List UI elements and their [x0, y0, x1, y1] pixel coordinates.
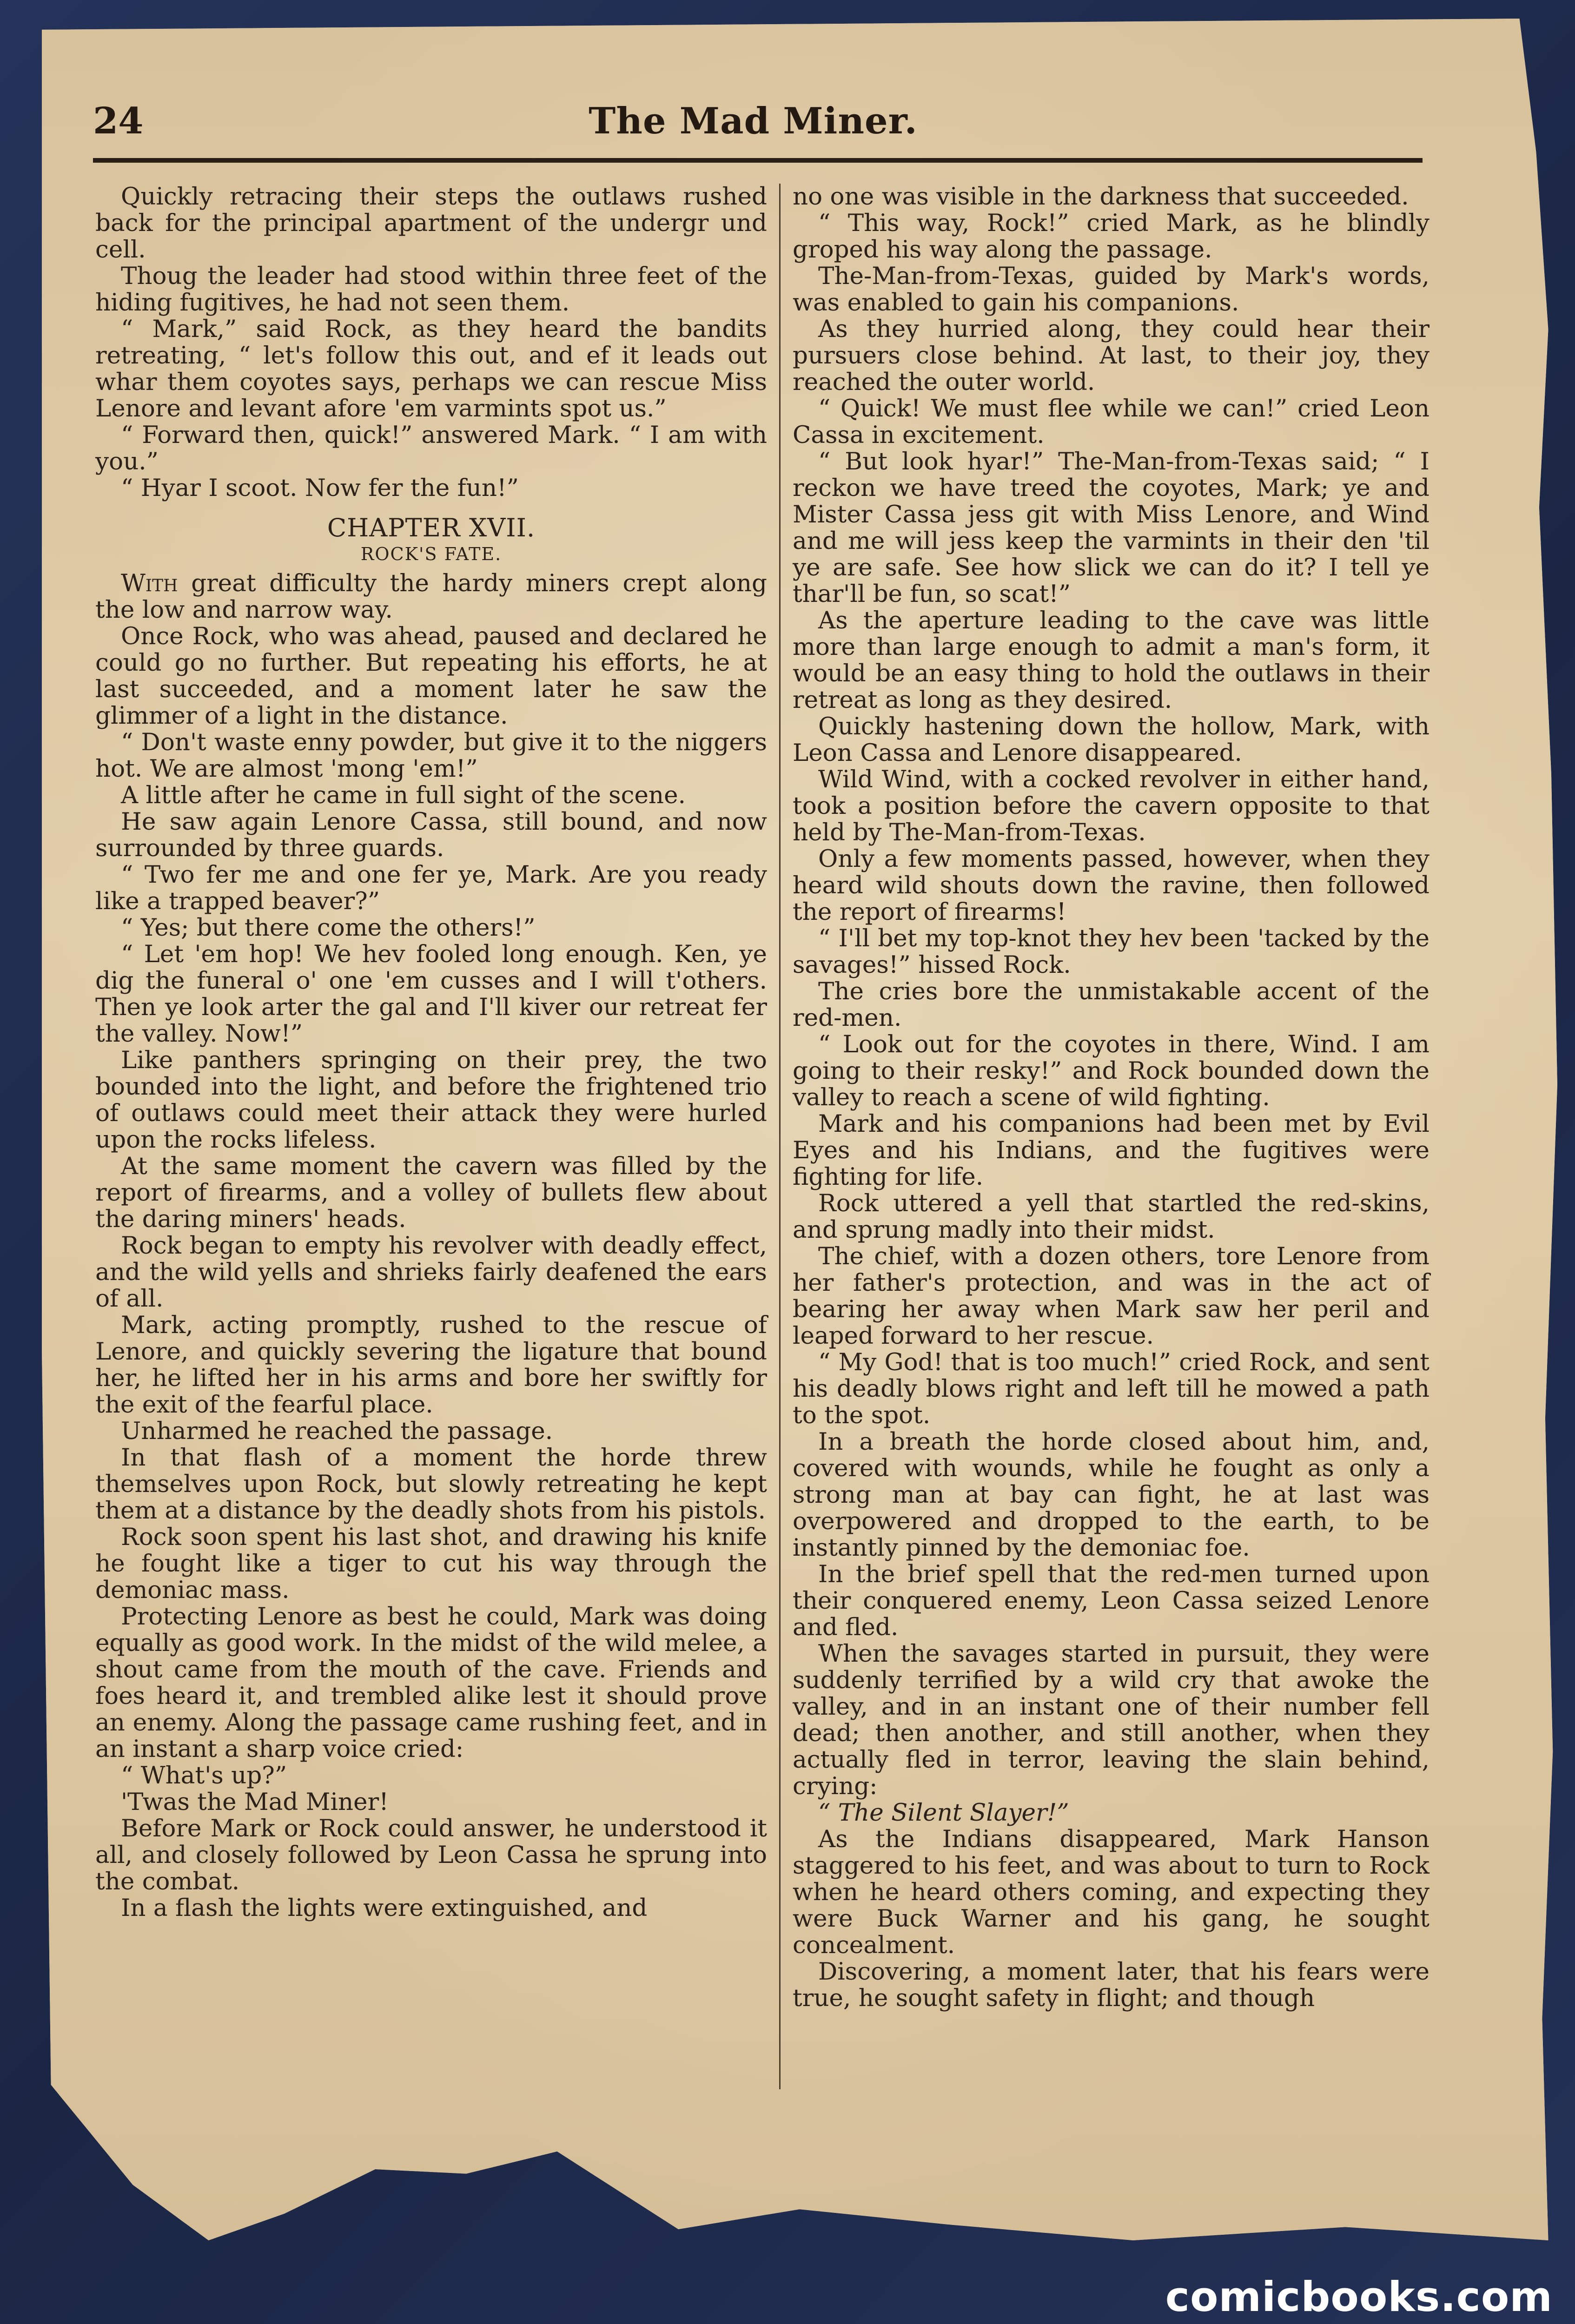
paragraph: As the Indians disappeared, Mark Hanson staggered to his feet, and was about to turn to Rock when he heard others coming, and expecting they were Buck Warner and his gang, he sought concealment. [793, 1825, 1429, 1959]
paragraph: Mark and his companions had been met by Evil Eyes and his Indians, and the fugitives were fighting for life. [793, 1110, 1429, 1191]
page-number: 24 [93, 100, 144, 142]
left-column [95, 184, 767, 1921]
paragraph: In a breath the horde closed about him, and, covered with wounds, while he fought as only a strong man at bay can fight, he at last was overpowered and dropped to the earth, to be instantly pinned by the demoniac foe. [793, 1428, 1429, 1562]
paragraph: In a flash the lights were extinguished, and [121, 1894, 648, 1922]
paragraph: Once Rock, who was ahead, paused and declared he could go no further. But repeating his efforts, he at last succeeded, and a moment later he saw the glimmer of a light in the distance. [95, 622, 767, 730]
paragraph: “ Look out for the coyotes in there, Wind. I am going to their resky!” and Rock bounded down the valley to reach a scene of wild fighting. [793, 1030, 1429, 1111]
paragraph: “ Two fer me and one fer ye, Mark. Are you ready like a trapped beaver?” [95, 861, 767, 915]
paragraph: 'Twas the Mad Miner! [121, 1788, 389, 1816]
paragraph: At the same moment the cavern was filled by the report of firearms, and a volley of bullets flew about the daring miners' heads. [95, 1152, 767, 1233]
chapter-subtitle: ROCK'S FATE. [360, 544, 502, 564]
paragraph: Only a few moments passed, however, when they heard wild shouts down the ravine, then followed the report of firearms! [793, 845, 1429, 926]
paragraph: “ But look hyar!” The-Man-from-Texas said; “ I reckon we have treed the coyotes, Mark; ye and Mister Cassa jess git with Miss Lenore, and Wind and me will jess keep the varmints in their den 'til ye are safe. See how slick we can do it? I tell ye thar'll be fun, so scat!” [793, 448, 1429, 608]
paragraph: “ Yes; but there come the others!” [121, 914, 536, 942]
paragraph: The chief, with a dozen others, tore Lenore from her father's protection, and was in the act of bearing her away when Mark saw her peril and leaped forward to her rescue. [793, 1242, 1429, 1350]
paragraph: Unharmed he reached the passage. [121, 1417, 553, 1445]
column-divider [779, 184, 781, 2089]
right-column [793, 184, 1429, 2012]
paragraph: When the savages started in pursuit, they were suddenly terrified by a wild cry that awoke the valley, and in an instant one of their number fell dead; then another, and still another, when they actually fled in terror, leaving the slain behind, crying: [793, 1640, 1429, 1800]
paragraph: As the aperture leading to the cave was little more than large enough to admit a man's form, it would be an easy thing to hold the outlaws in their retreat as long as they desired. [793, 607, 1429, 714]
site-watermark: comicbooks.com [1165, 2273, 1553, 2321]
paragraph: “ My God! that is too much!” cried Rock, and sent his deadly blows right and left till he mowed a path to the spot. [793, 1348, 1429, 1429]
paragraph: “ Forward then, quick!” answered Mark. “ I am with you.” [95, 421, 767, 475]
paragraph: Wild Wind, with a cocked revolver in either hand, took a position before the cavern opposite to that held by The-Man-from-Texas. [793, 766, 1429, 846]
paragraph: Thoug the leader had stood within three feet of the hiding fugitives, he had not seen them. [95, 262, 767, 317]
running-title: The Mad Miner. [589, 100, 918, 142]
paragraph: A little after he came in full sight of the scene. [121, 781, 686, 809]
paragraph: Discovering, a moment later, that his fears were true, he sought safety in flight; and though [793, 1958, 1429, 2012]
paragraph: Rock began to empty his revolver with deadly effect, and the wild yells and shrieks fairly deafened the ears of all. [95, 1232, 767, 1313]
paragraph: The-Man-from-Texas, guided by Mark's words, was enabled to gain his companions. [793, 262, 1429, 317]
paragraph: “ Mark,” said Rock, as they heard the bandits retreating, “ let's follow this out, and ef it leads out whar them coyotes says, perhaps we can rescue Miss Lenore and levant afore 'em varmints spot us.” [95, 315, 767, 423]
paragraph: Quickly retracing their steps the outlaws rushed back for the principal apartment of the undergr und cell. [95, 183, 767, 264]
paragraph: Rock soon spent his last shot, and drawing his knife he fought like a tiger to cut his way through the demoniac mass. [95, 1523, 767, 1604]
paragraph: “ Let 'em hop! We hev fooled long enough. Ken, ye dig the funeral o' one 'em cusses and I will t'others. Then ye look arter the gal and I'll kiver our retreat fer the valley. Now!” [95, 940, 767, 1048]
paragraph: “ Hyar I scoot. Now fer the fun!” [121, 474, 519, 502]
paragraph: Before Mark or Rock could answer, he understood it all, and closely followed by Leon Cassa he sprung into the combat. [95, 1815, 767, 1895]
paragraph: “ Quick! We must flee while we can!” cried Leon Cassa in excitement. [793, 395, 1429, 449]
chapter-title: CHAPTER XVII. [327, 513, 536, 542]
paragraph [95, 570, 767, 623]
paragraph: Like panthers springing on their prey, the two bounded into the light, and before the frightened trio of outlaws could meet their attack they were hurled upon the rocks lifeless. [95, 1046, 767, 1154]
paragraph: “ What's up?” [121, 1762, 287, 1789]
paragraph: “ I'll bet my top-knot they hev been 'tacked by the savages!” hissed Rock. [793, 924, 1429, 979]
paragraph: In the brief spell that the red-men turned upon their conquered enemy, Leon Cassa seized Lenore and fled. [793, 1560, 1429, 1641]
paragraph: As they hurried along, they could hear their pursuers close behind. At last, to their joy, they reached the outer world. [793, 315, 1429, 396]
paragraph-text: great difficulty the hardy miners crept along the low and narrow way. [95, 569, 767, 624]
paragraph: Protecting Lenore as best he could, Mark was doing equally as good work. In the midst of the wild melee, a shout came from the mouth of the cave. Friends and foes heard it, and trembled alike lest it should prove an enemy. Along the passage came rushing feet, and in an instant a sharp voice cried: [95, 1603, 767, 1763]
paragraph: “ This way, Rock!” cried Mark, as he blindly groped his way along the passage. [793, 209, 1429, 264]
paragraph: “ Don't waste enny powder, but give it to the niggers hot. We are almost 'mong 'em!” [95, 728, 767, 783]
paragraph: “ The Silent Slayer!” [818, 1799, 1069, 1827]
page-header [93, 100, 1413, 170]
paragraph: no one was visible in the darkness that succeeded. [793, 183, 1409, 211]
paragraph: In that flash of a moment the horde threw themselves upon Rock, but slowly retreating he kept them at a distance by the deadly shots from his pistols. [95, 1444, 767, 1525]
header-rule [93, 158, 1423, 163]
paragraph: Quickly hastening down the hollow, Mark, with Leon Cassa and Lenore disappeared. [793, 713, 1429, 767]
paragraph: Mark, acting promptly, rushed to the rescue of Lenore, and quickly severing the ligature that bound her, he lifted her in his arms and bore her swiftly for the exit of the fearful place. [95, 1311, 767, 1419]
paragraph: He saw again Lenore Cassa, still bound, and now surrounded by three guards. [95, 808, 767, 862]
drop-word: With [121, 569, 178, 597]
paragraph: Rock uttered a yell that startled the red-skins, and sprung madly into their midst. [793, 1189, 1429, 1244]
paragraph: The cries bore the unmistakable accent of the red-men. [793, 977, 1429, 1032]
